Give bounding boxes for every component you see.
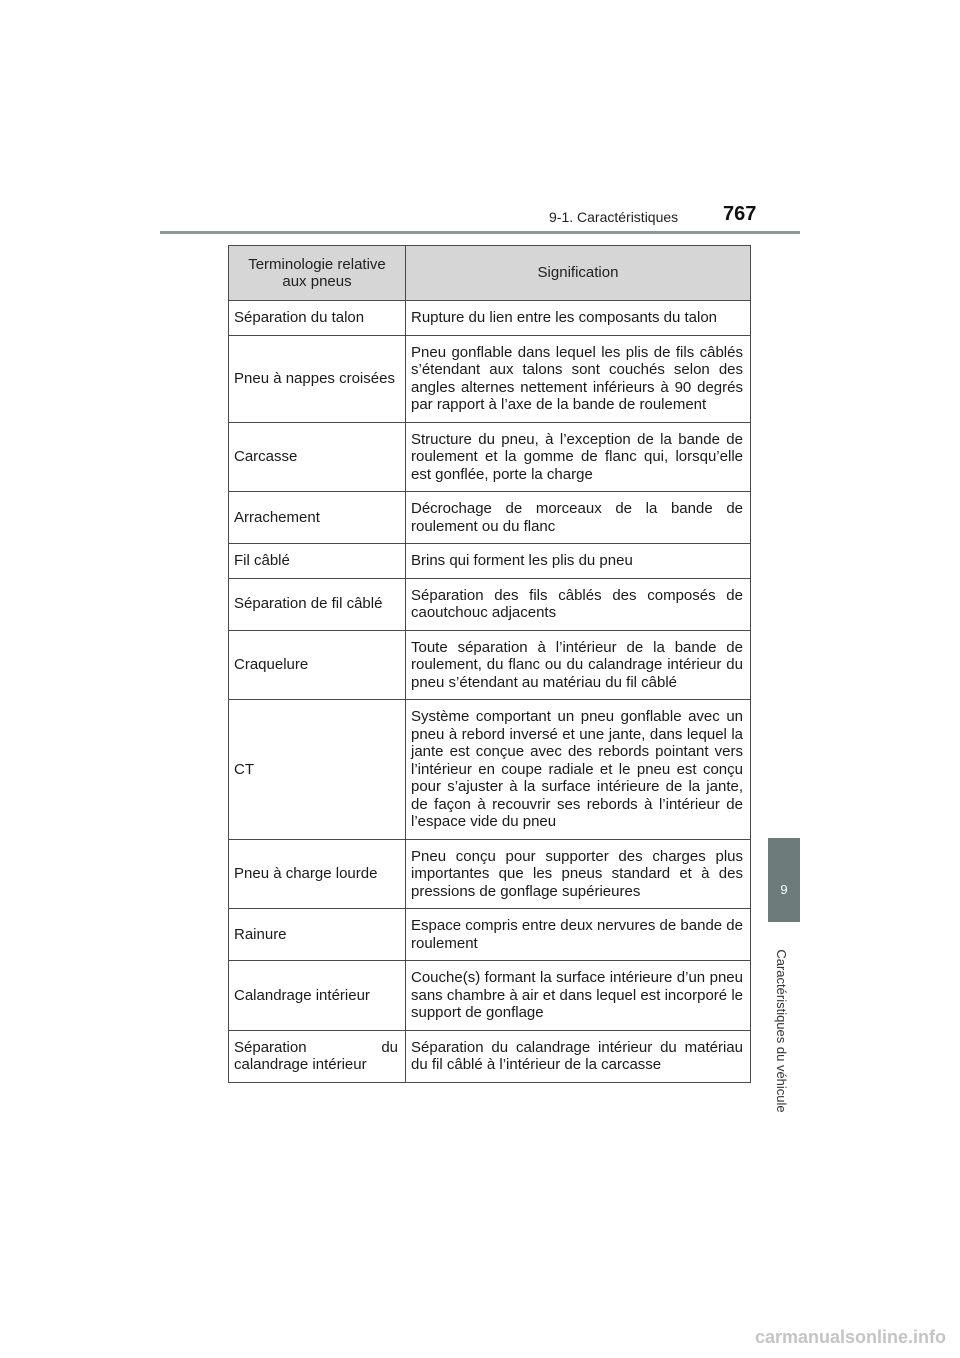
chapter-label-text: Caractéristiques du véhicule <box>774 949 790 1113</box>
table-row <box>229 839 751 909</box>
page-header <box>0 0 960 240</box>
term-cell: Séparation du calandrage intérieur <box>229 1030 406 1082</box>
table-header-row <box>229 246 751 301</box>
meaning-cell: Pneu gonflable dans lequel les plis de fils câblés s’étendant aux talons sont couchés selon des angles alternes nettement inférieurs à 90 degrés par rapport à l’axe de la bande de roulement <box>406 335 751 422</box>
meaning-cell: Couche(s) formant la surface intérieure d’un pneu sans chambre à air et dans lequel est incorporé le support de gonflage <box>406 961 751 1031</box>
term-cell: Pneu à charge lourde <box>229 839 406 909</box>
term-cell: Carcasse <box>229 422 406 492</box>
term-cell: Séparation de fil câblé <box>229 578 406 630</box>
meaning-cell: Séparation des fils câblés des composés de caoutchouc adjacents <box>406 578 751 630</box>
term-cell: Calandrage intérieur <box>229 961 406 1031</box>
meaning-cell: Système comportant un pneu gonflable avec un pneu à rebord inversé et une jante, dans lequel la jante est conçue avec des rebords pointant vers l’intérieur en coupe radiale et le pneu est conçu pour s’ajuster à la surface intérieure de la jante, de façon à recouvrir ses rebords à l’intérieur de l’espace vide du pneu <box>406 700 751 840</box>
meaning-cell: Séparation du calandrage intérieur du matériau du fil câblé à l’intérieur de la carcasse <box>406 1030 751 1082</box>
meaning-cell: Toute séparation à l’intérieur de la bande de roulement, du flanc ou du calandrage intérieur du pneu s’étendant au matériau du fil câblé <box>406 630 751 700</box>
chapter-number: 9 <box>780 882 788 897</box>
table-row <box>229 700 751 840</box>
term-cell: Rainure <box>229 909 406 961</box>
table-row <box>229 492 751 544</box>
tire-terminology-table <box>228 245 751 1083</box>
page-number: 767 <box>723 203 757 225</box>
table-row <box>229 422 751 492</box>
table-row <box>229 301 751 336</box>
meaning-cell: Brins qui forment les plis du pneu <box>406 544 751 579</box>
table-row <box>229 909 751 961</box>
term-cell: Arrachement <box>229 492 406 544</box>
term-cell: Fil câblé <box>229 544 406 579</box>
chapter-label <box>774 949 790 1113</box>
header-divider <box>160 231 800 234</box>
term-cell: Séparation du talon <box>229 301 406 336</box>
table-row <box>229 1030 751 1082</box>
table-row <box>229 335 751 422</box>
meaning-cell: Structure du pneu, à l’exception de la bande de roulement et la gomme de flanc qui, lorsqu’elle est gonflée, porte la charge <box>406 422 751 492</box>
column-header-meaning: Signification <box>406 246 751 301</box>
watermark: carmanualsonline.info <box>754 1327 946 1347</box>
meaning-cell: Rupture du lien entre les composants du talon <box>406 301 751 336</box>
term-cell: Craquelure <box>229 630 406 700</box>
table-row <box>229 961 751 1031</box>
table-row <box>229 544 751 579</box>
meaning-cell: Pneu conçu pour supporter des charges plus importantes que les pneus standard et à des pressions de gonflage supérieures <box>406 839 751 909</box>
table-row <box>229 578 751 630</box>
column-header-term: Terminologie relative aux pneus <box>229 246 406 301</box>
table-row <box>229 630 751 700</box>
term-cell: Pneu à nappes croisées <box>229 335 406 422</box>
meaning-cell: Décrochage de morceaux de la bande de roulement ou du flanc <box>406 492 751 544</box>
section-title: 9-1. Caractéristiques <box>549 209 679 225</box>
term-cell: CT <box>229 700 406 840</box>
chapter-tab <box>768 838 800 922</box>
meaning-cell: Espace compris entre deux nervures de bande de roulement <box>406 909 751 961</box>
